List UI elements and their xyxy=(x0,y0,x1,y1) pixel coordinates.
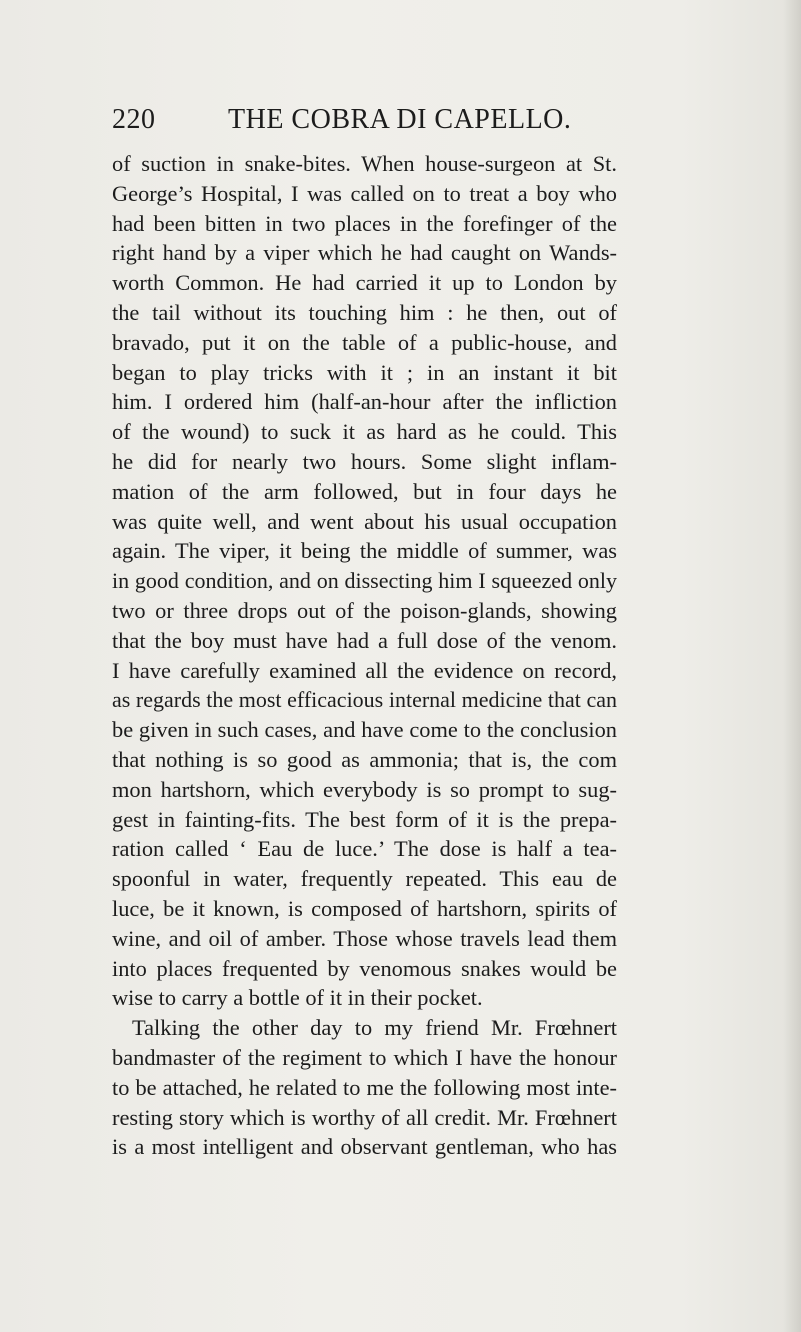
running-head: THE COBRA DI CAPELLO. xyxy=(228,104,572,135)
text-line: had been bitten in two places in the forefinger of the xyxy=(112,210,617,236)
text-line: luce, be it known, is composed of hartshorn, spirits of xyxy=(112,895,617,921)
text-line: into places frequented by venomous snakes would be xyxy=(112,955,617,981)
text-line: right hand by a viper which he had caught on Wands- xyxy=(112,240,617,266)
text-line: George’s Hospital, I was called on to treat a boy who xyxy=(112,180,617,206)
text-line: spoonful in water, frequently repeated. This eau de xyxy=(112,866,617,892)
text-line: he did for nearly two hours. Some slight inflam- xyxy=(112,448,617,474)
text-line: wine, and oil of amber. Those whose travels lead them xyxy=(112,925,617,951)
text-line: ration called ‘ Eau de luce.’ The dose is half a tea- xyxy=(112,836,617,862)
text-line: wise to carry a bottle of it in their pocket. xyxy=(112,985,483,1011)
text-line: gest in fainting-fits. The best form of it is the prepa- xyxy=(112,806,617,832)
text-line: be given in such cases, and have come to the conclusion xyxy=(112,717,617,743)
text-line: worth Common. He had carried it up to London by xyxy=(112,270,617,296)
text-line: of the wound) to suck it as hard as he could. This xyxy=(112,419,617,445)
text-line: him. I ordered him (half-an-hour after the infliction xyxy=(112,389,617,415)
text-line: in good condition, and on dissecting him I squeezed only xyxy=(112,568,617,594)
text-line: began to play tricks with it ; in an instant it bit xyxy=(112,359,617,385)
text-line: two or three drops out of the poison-glands, showing xyxy=(112,597,617,623)
text-line: mation of the arm followed, but in four days he xyxy=(112,478,617,504)
text-line: is a most intelligent and observant gentleman, who has xyxy=(112,1134,617,1160)
text-line: resting story which is worthy of all credit. Mr. Frœhnert xyxy=(112,1104,617,1130)
text-line: bandmaster of the regiment to which I have the honour xyxy=(112,1044,617,1070)
text-line: I have carefully examined all the evidence on record, xyxy=(112,657,617,683)
text-line: the tail without its touching him : he then, out of xyxy=(112,299,617,325)
text-line: Talking the other day to my friend Mr. Frœhnert xyxy=(132,1015,617,1041)
text-line: was quite well, and went about his usual occupation xyxy=(112,508,617,534)
page-edge-shadow xyxy=(783,0,801,1332)
text-line: again. The viper, it being the middle of summer, was xyxy=(112,538,617,564)
text-line: mon hartshorn, which everybody is so prompt to sug- xyxy=(112,776,617,802)
page-header xyxy=(112,104,598,136)
text-line: bravado, put it on the table of a public-house, and xyxy=(112,329,617,355)
text-line: that the boy must have had a full dose of the venom. xyxy=(112,627,617,653)
body-text xyxy=(112,149,617,1162)
page-number: 220 xyxy=(112,104,156,135)
text-line: to be attached, he related to me the following most inte- xyxy=(112,1074,617,1100)
text-line: of suction in snake-bites. When house-surgeon at St. xyxy=(112,151,617,176)
text-line: that nothing is so good as ammonia; that is, the com xyxy=(112,746,617,772)
text-line: as regards the most efficacious internal medicine that can xyxy=(112,687,617,713)
